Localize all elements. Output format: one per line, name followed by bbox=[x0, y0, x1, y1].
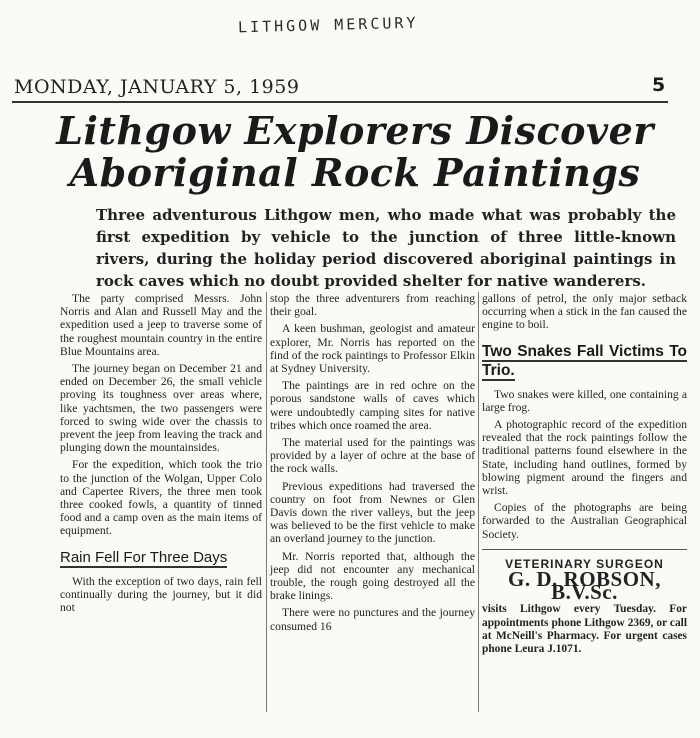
subheading-snakes bbox=[482, 342, 687, 380]
paragraph: The journey began on December 21 and ended on December 26, the small vehicle proving its toughness over areas where, like yachtsmen, the two passengers were forced to swing wide over the chassis to prevent the jeep from leaving the track and plunging down the mountainsides. bbox=[60, 362, 262, 455]
subheading-rain bbox=[60, 548, 262, 567]
paragraph: Two snakes were killed, one containing a large frog. bbox=[482, 387, 687, 414]
subheading-rain-text: Rain Fell For Three Days bbox=[60, 548, 228, 566]
headline bbox=[30, 110, 680, 194]
paragraph: Mr. Norris reported that, although the jeep did not encounter any mechanical trouble, the rough going destroyed all the brake linings. bbox=[270, 549, 475, 603]
paragraph: There were no punctures and the journey consumed 16 bbox=[270, 606, 475, 633]
subheading-snakes-text: Two Snakes Fall Victims To Trio. bbox=[482, 342, 687, 379]
masthead-rule bbox=[12, 101, 668, 103]
handwritten-source-note: LITHGOW MERCURY bbox=[237, 13, 419, 37]
page-number: 5 bbox=[652, 74, 666, 96]
headline-line-1: Lithgow Explorers Discover bbox=[56, 108, 654, 153]
article-column-2 bbox=[270, 292, 475, 637]
paragraph: stop the three adventurers from reaching their goal. bbox=[270, 292, 475, 319]
paragraph: A photographic record of the expedition revealed that the rock paintings follow the traditional patterns found elsewhere in the State, including hand outlines, formed by blowing pigment around the fingers and wrist. bbox=[482, 418, 687, 498]
article-deck: Three adventurous Lithgow men, who made what was probably the first expedition by vehicle to the junction of three little-known rivers, during the holiday period discovered aboriginal paintings in rock caves which no doubt provided shelter for native wanderers. bbox=[96, 206, 676, 290]
column-divider bbox=[266, 292, 267, 712]
paragraph: A keen bushman, geologist and amateur explorer, Mr. Norris has reported on the find of the rock paintings to Professor Elkin at Sydney University. bbox=[270, 322, 475, 376]
paragraph: Copies of the photographs are being forwarded to the Australian Geographical Society. bbox=[482, 501, 687, 541]
headline-line-2: Aboriginal Rock Paintings bbox=[69, 150, 641, 195]
column-divider bbox=[478, 292, 479, 712]
article-column-1 bbox=[60, 292, 262, 618]
paragraph: The party comprised Messrs. John Norris and Alan and Russell May and the expedition used a jeep to traverse some of the roughest mountain country in the entire Blue Mountains area. bbox=[60, 292, 262, 358]
paragraph: With the exception of two days, rain fell continually during the journey, but it did not bbox=[60, 574, 262, 615]
paragraph: The material used for the paintings was provided by a layer of ochre at the base of the rock walls. bbox=[270, 436, 475, 476]
paragraph: gallons of petrol, the only major setback occurring when a stick in the fan caused the engine to boil. bbox=[482, 292, 687, 332]
dateline: MONDAY, JANUARY 5, 1959 bbox=[14, 76, 300, 98]
paragraph: For the expedition, which took the trio to the junction of the Wolgan, Upper Colo and Capertee Rivers, the three men took three cooked fowls, a quantity of tinned food and a camp oven as the main items of equipment. bbox=[60, 458, 262, 538]
advertisement-title: VETERINARY SURGEON bbox=[505, 556, 664, 571]
paragraph: Previous expeditions had traversed the country on foot from Newnes or Glen Davis down the river valleys, but the jeep was believed to be the first vehicle to make an overland journey to the junction. bbox=[270, 479, 475, 546]
article-column-3 bbox=[482, 292, 687, 660]
section-rule bbox=[482, 549, 687, 550]
paragraph: The paintings are in red ochre on the porous sandstone walls of caves which were undoubtedly camping sites for native tribes which once roamed the area. bbox=[270, 379, 475, 432]
advertisement-body: visits Lithgow every Tuesday. For appointments phone Lithgow 2369, or call at McNeill's Pharmacy. For urgent cases phone Leura J.1071. bbox=[482, 603, 687, 656]
advertisement-name: G. D. ROBSON, B.V.Sc. bbox=[508, 567, 661, 605]
